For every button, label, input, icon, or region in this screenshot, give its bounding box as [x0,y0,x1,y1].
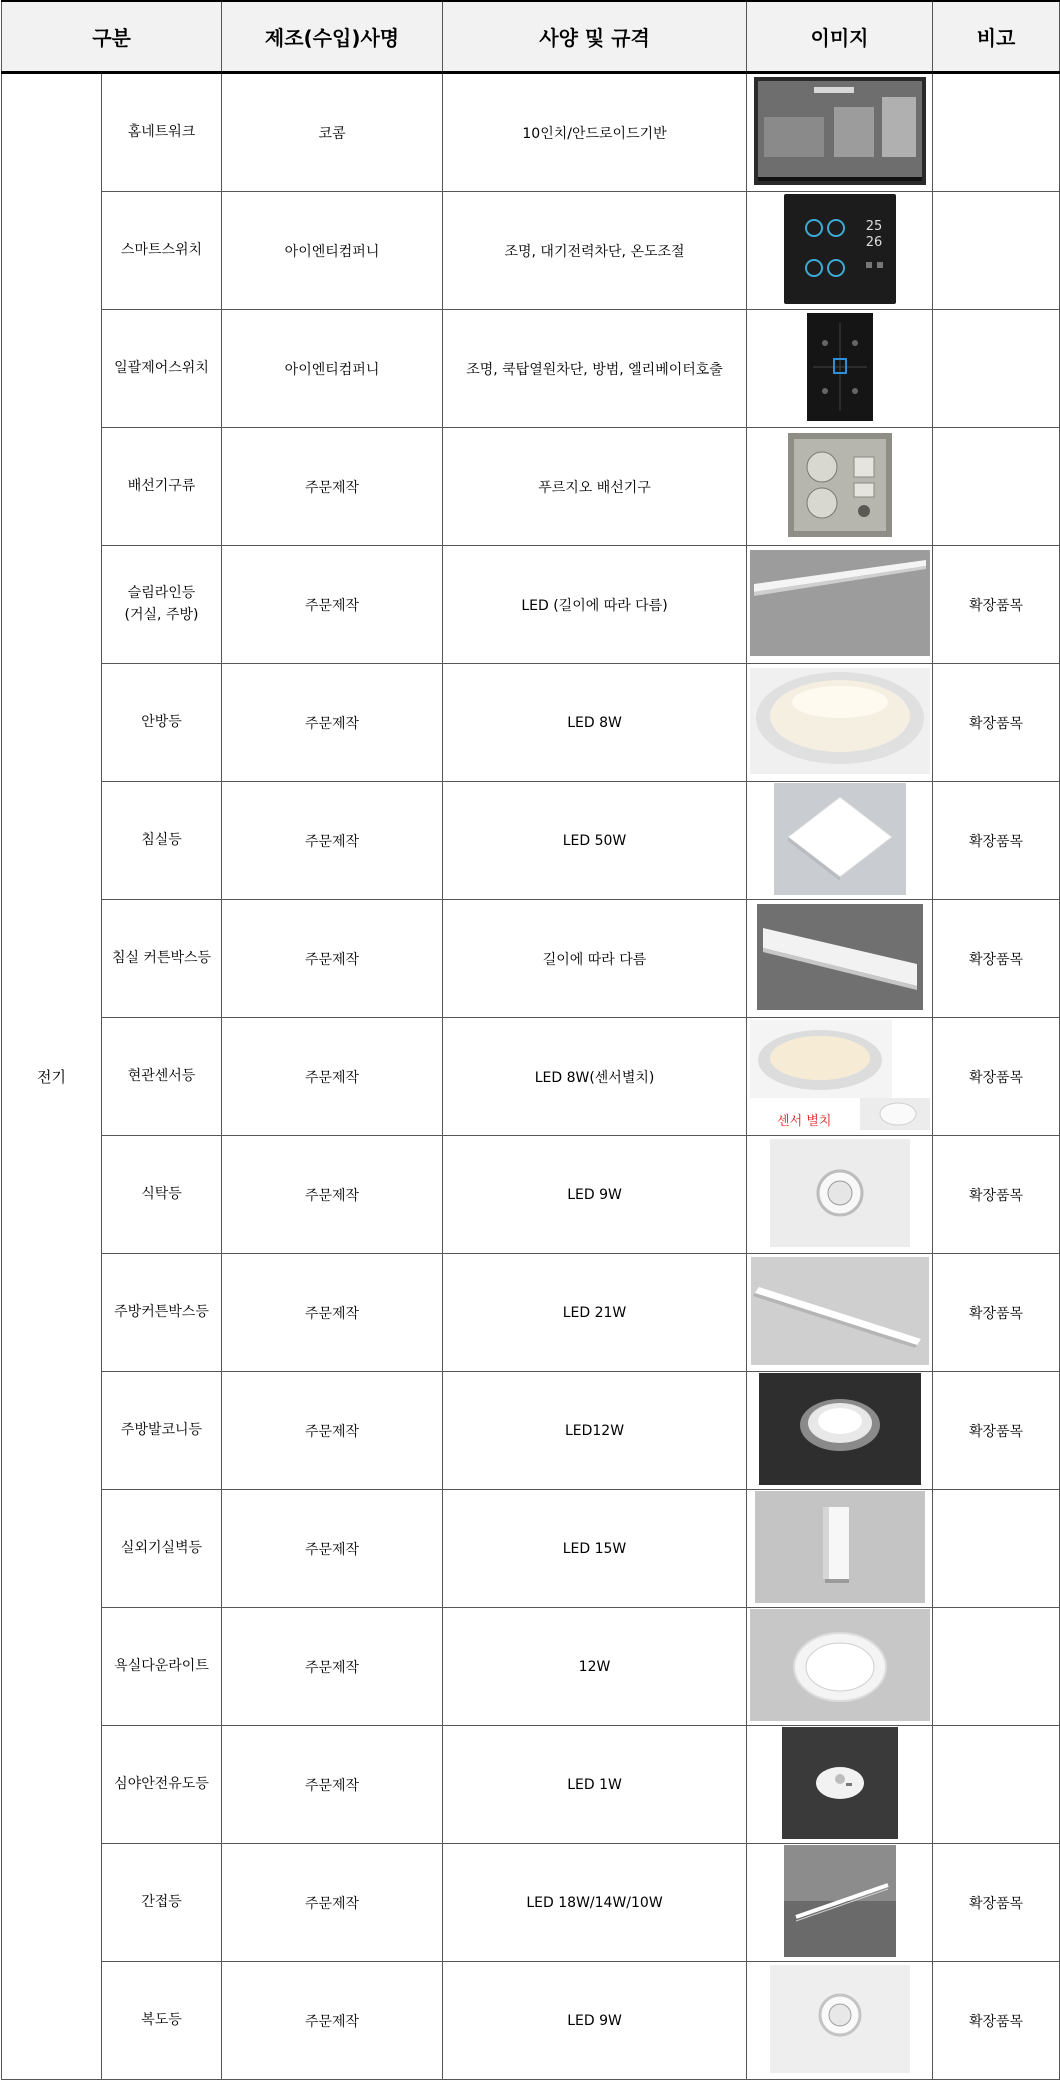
curtain-box-light-icon [757,904,923,1014]
item-name-line: 현관센서등 [127,1067,196,1084]
image-cell [747,1726,933,1844]
table-row [2,1726,1060,1844]
maker-cell: 아이엔티컴퍼니 [222,192,443,310]
item-name-line: 침실등 [141,831,182,848]
remark-cell [933,1726,1060,1844]
spec-table [1,0,1060,2080]
item-name-cell [102,900,222,1018]
image-cell [747,1018,933,1136]
spec-cell: 조명, 쿡탑열원차단, 방범, 엘리베이터호출 [443,310,747,428]
item-name-line: 침실 커튼박스등 [111,949,212,966]
header-image: 이미지 [747,1,933,73]
table-row [2,192,1060,310]
table-row [2,546,1060,664]
item-name-cell [102,546,222,664]
spec-cell: LED 8W [443,664,747,782]
item-name-line: 안방등 [141,713,182,730]
sensor-label: 센서 별치 [777,1114,832,1129]
table-row [2,664,1060,782]
item-name-cell [102,1490,222,1608]
maker-cell: 주문제작 [222,1962,443,2080]
item-name-cell [102,73,222,192]
slim-line-light-icon [750,550,930,660]
header-category: 구분 [2,1,222,73]
night-guide-light-icon [782,1727,898,1843]
spec-cell: LED 8W(센서별치) [443,1018,747,1136]
remark-cell: 확장품목 [933,1372,1060,1490]
item-name-cell [102,310,222,428]
spec-cell: 10인치/안드로이드기반 [443,73,747,192]
indirect-light-icon [784,1845,896,1961]
balcony-downlight-icon [759,1373,921,1489]
table-row [2,1962,1060,2080]
bathroom-downlight-icon [750,1609,930,1725]
remark-cell [933,73,1060,192]
maker-cell: 주문제작 [222,1254,443,1372]
spec-cell: LED 15W [443,1490,747,1608]
image-cell [747,310,933,428]
image-cell [747,1254,933,1372]
wall-outlet-icon [788,433,892,541]
maker-cell: 주문제작 [222,900,443,1018]
kitchen-bar-light-icon [751,1257,929,1369]
square-panel-light-icon [774,783,906,899]
dining-downlight-icon [770,1139,910,1251]
item-name-cell [102,1844,222,1962]
image-cell [747,664,933,782]
table-row [2,1372,1060,1490]
maker-cell: 주문제작 [222,1372,443,1490]
image-cell [747,782,933,900]
svg-text:26: 26 [865,234,882,250]
image-cell [747,428,933,546]
item-name-line: 배선기구류 [127,477,196,494]
item-name-line: 주방발코니등 [120,1421,203,1438]
table-row [2,428,1060,546]
item-name-cell [102,1726,222,1844]
remark-cell [933,428,1060,546]
item-name-line: (거실, 주방) [124,606,199,623]
maker-cell: 주문제작 [222,782,443,900]
spec-cell: 12W [443,1608,747,1726]
spec-cell: LED 21W [443,1254,747,1372]
image-cell [747,546,933,664]
spec-cell: LED 18W/14W/10W [443,1844,747,1962]
remark-cell: 확장품목 [933,546,1060,664]
table-row [2,1608,1060,1726]
spec-cell: LED (길이에 따라 다름) [443,546,747,664]
item-name-line: 복도등 [141,2011,182,2028]
svg-text:25: 25 [865,218,882,234]
remark-cell [933,1490,1060,1608]
spec-cell: LED 9W [443,1962,747,2080]
item-name-line: 욕실다운라이트 [114,1657,209,1674]
maker-cell: 주문제작 [222,1726,443,1844]
spec-cell: 길이에 따라 다름 [443,900,747,1018]
remark-cell [933,1608,1060,1726]
header-remark: 비고 [933,1,1060,73]
maker-cell: 주문제작 [222,1136,443,1254]
item-name-line: 심야안전유도등 [114,1775,209,1792]
image-cell [747,1962,933,2080]
item-name-cell [102,192,222,310]
item-name-line: 주방커튼박스등 [114,1303,209,1320]
remark-cell: 확장품목 [933,664,1060,782]
spec-cell: 푸르지오 배선기구 [443,428,747,546]
item-name-cell [102,1254,222,1372]
spec-cell: LED12W [443,1372,747,1490]
spec-cell: 조명, 대기전력차단, 온도조절 [443,192,747,310]
image-cell [747,1844,933,1962]
item-name-line: 일괄제어스위치 [114,359,209,376]
image-cell [747,1136,933,1254]
item-name-cell [102,428,222,546]
corridor-downlight-icon [770,1965,910,2077]
item-name-cell [102,1608,222,1726]
item-name-cell [102,1372,222,1490]
table-row [2,1018,1060,1136]
maker-cell: 주문제작 [222,428,443,546]
maker-cell: 주문제작 [222,1844,443,1962]
item-name-line: 슬림라인등 [127,584,196,601]
category-cell: 전기 [2,73,102,2080]
maker-cell: 아이엔티컴퍼니 [222,310,443,428]
item-name-line: 스마트스위치 [120,241,203,258]
remark-cell [933,310,1060,428]
remark-cell [933,192,1060,310]
spec-cell: LED 1W [443,1726,747,1844]
item-name-cell [102,1136,222,1254]
remark-cell: 확장품목 [933,1962,1060,2080]
remark-cell: 확장품목 [933,782,1060,900]
home-network-panel-icon [754,77,926,189]
image-cell [747,1608,933,1726]
remark-cell: 확장품목 [933,1018,1060,1136]
spec-cell: LED 50W [443,782,747,900]
downlight-icon [750,668,930,778]
table-row [2,310,1060,428]
item-name-line: 실외기실벽등 [120,1539,203,1556]
wall-light-icon [755,1491,925,1607]
master-switch-icon [807,313,873,425]
table-row [2,1490,1060,1608]
maker-cell: 주문제작 [222,664,443,782]
image-cell [747,1490,933,1608]
table-row [2,1254,1060,1372]
remark-cell: 확장품목 [933,1844,1060,1962]
image-cell [747,73,933,192]
maker-cell: 주문제작 [222,546,443,664]
header-row [2,1,1060,73]
table-row [2,1844,1060,1962]
item-name-cell [102,1018,222,1136]
maker-cell: 주문제작 [222,1490,443,1608]
table-row [2,73,1060,192]
maker-cell: 주문제작 [222,1608,443,1726]
header-spec: 사양 및 규격 [443,1,747,73]
table-row [2,1136,1060,1254]
image-cell [747,900,933,1018]
image-cell [747,192,933,310]
item-name-line: 홈네트워크 [127,123,196,140]
item-name-cell [102,664,222,782]
table-row [2,782,1060,900]
remark-cell: 확장품목 [933,900,1060,1018]
smart-switch-icon [784,194,896,308]
item-name-cell [102,1962,222,2080]
item-name-line: 식탁등 [141,1185,182,1202]
spec-cell: LED 9W [443,1136,747,1254]
image-cell [747,1372,933,1490]
remark-cell: 확장품목 [933,1136,1060,1254]
maker-cell: 코콤 [222,73,443,192]
remark-cell: 확장품목 [933,1254,1060,1372]
maker-cell: 주문제작 [222,1018,443,1136]
header-maker: 제조(수입)사명 [222,1,443,73]
table-row [2,900,1060,1018]
item-name-line: 간접등 [141,1893,182,1910]
item-name-cell [102,782,222,900]
